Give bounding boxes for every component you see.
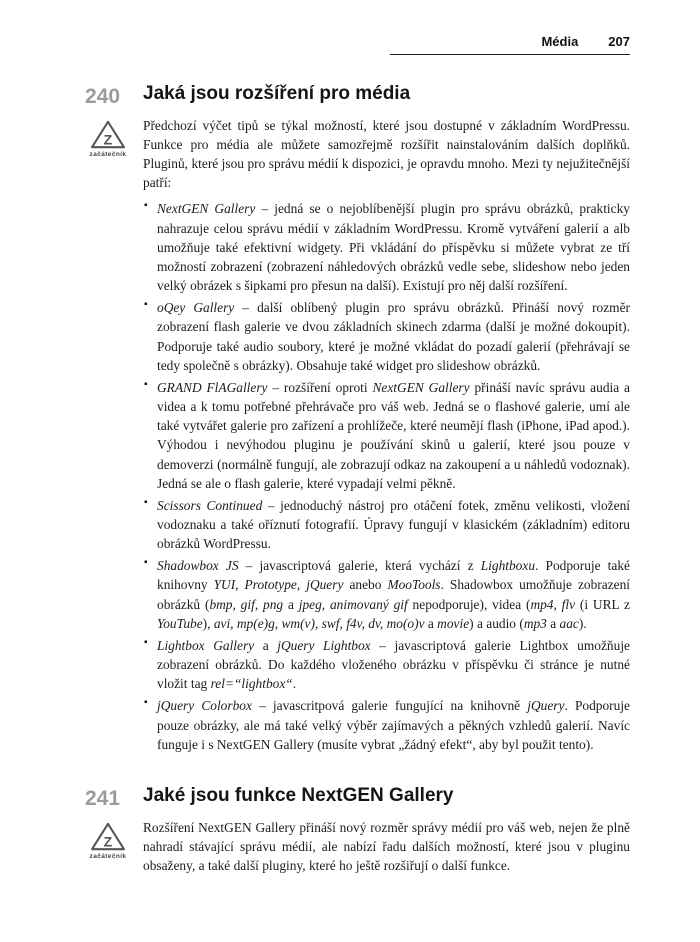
- tip-241-intro: Rozšíření NextGEN Gallery přináší nový rozměr správy médií pro váš web, nejen že plně nahradí stávající správu médií, ale nabízí řadu dalších možností, které jsou v pluginu obsaženy, a také další pluginy, které ho ještě rozšiřují o další funkce.: [143, 819, 630, 873]
- tip-240-intro: Předchozí výčet tipů se týkal možností, které jsou dostupné v základním WordPressu. Funkce pro média ale můžete samozřejmě rozšířit nainstalováním dalších doplňků. Pluginů, které jsou pro správu médií k dispozici, je opravdu mnoho. Mezi ty nejužitečnější patří:: [143, 117, 630, 191]
- tip-240-title: Jaká jsou rozšíření pro média: [143, 83, 411, 104]
- tip-241: [85, 785, 630, 882]
- beginner-badge-2: [85, 821, 131, 860]
- list-item-jquery-colorbox: ▪ jQuery Colorbox – javascritpová galerie fungující na knihovně jQuery. Podporuje pouze obrázky, ale má také velký výběr zajímavých a pěkných vzhledů galerií. Navíc funguje i s NextGEN Gallery (musíte vybrat „žádný efekt“, aby byl použit tento).: [143, 696, 630, 753]
- list-item-shadowbox-js: ▪ Shadowbox JS – javascriptová galerie, která vychází z Lightboxu. Podporuje také knihovny YUI, Prototype, jQuery anebo MooTools. Shadowbox umožňuje zobrazení obrázků (bmp, gif, png a jpeg, animovaný gif nepodporuje), videa (mp4, flv (i URL z YouTube), avi, mp(e)g, wm(v), swf, f4v, dv, mo(o)v a movie) a audio (mp3 a aac).: [143, 556, 630, 633]
- tip-240-gutter: [85, 83, 143, 757]
- beginner-badge: [85, 119, 131, 158]
- list-item-oqey-gallery: ▪ oQey Gallery – další oblíbený plugin pro správu obrázků. Přináší nový rozměr zobrazení flash galerie ve dvou základních skinech zdarma (další je možné dokoupit). Podporuje také audio soubory, které je možné vkládat do pozadí galerií (přehrávají se tedy společně s obrázky). Obsahuje také widget pro slideshow obrázků.: [143, 298, 630, 375]
- plugin-list: [143, 199, 630, 753]
- list-item-nextgen-gallery: ▪ NextGEN Gallery – jedná se o nejoblíbenější plugin pro správu obrázků, prakticky nahrazuje celou správu médií v základním WordPressu. Kromě vytváření galerií a alb umožňuje také efektivní widgety. Při vkládání do příspěvku si můžete vybrat ze tří možností zobrazení (zobrazení náhledových obrázků vedle sebe, slideshow nebo jeden velký obrázek s šipkami pro přesun na další). Existují pro něj další rozšíření.: [143, 199, 630, 295]
- tip-241-title: Jaké jsou funkce NextGEN Gallery: [143, 784, 454, 806]
- list-item-lightbox-gallery: ▪ Lightbox Gallery a jQuery Lightbox – javascriptová galerie Lightbox umožňuje zobrazení obrázků. Do každého vloženého obrázku v příspěvku či stránce je nutné vložit tag rel=“lightbox“.: [143, 636, 630, 693]
- list-item-scissors: ▪ Scissors Continued – jednoduchý nástroj pro otáčení fotek, změnu velikosti, vložení vodoznaku a také oříznutí fotografií. Úpravy fungují v klasickém (základním) editoru obrázků WordPressu.: [143, 496, 630, 553]
- tip-241-content: [143, 785, 630, 882]
- tip-240-content: [143, 83, 630, 757]
- tip-241-number: 241: [85, 786, 121, 810]
- beginner-badge-label: začátečník: [89, 151, 127, 158]
- beginner-icon-letter: Z: [103, 131, 113, 148]
- beginner-triangle-icon: [89, 119, 127, 150]
- list-item-grand-flagallery: ▪ GRAND FlAGallery – rozšíření oproti NextGEN Gallery přináší navíc správu audia a videa a k tomu potřebné přehrávače pro váš web. Jedná se o flashové galerie, umí ale také vytvářet galerie pro zařízení a prohlížeče, které neumějí flash (iPhone, iPad apod.). Výhodou i nevýhodou pluginu je používání skinů u galerií, které jsou pouze v demoverzi (normálně fungují, ale zobrazují odkaz na zakoupení a u náhledů vodoznak). Jedná se ale o flash galerie, které vypadají velmi pěkně.: [143, 378, 630, 493]
- running-head: [390, 34, 630, 55]
- beginner-icon-letter: Z: [103, 833, 113, 850]
- tip-241-gutter: [85, 785, 143, 882]
- beginner-badge-label: začátečník: [89, 852, 127, 860]
- beginner-triangle-icon: [89, 821, 127, 852]
- running-head-page-number: 207: [608, 34, 630, 49]
- tip-240: [85, 83, 630, 757]
- tip-240-number: 240: [85, 85, 121, 108]
- running-head-chapter: Média: [541, 34, 579, 49]
